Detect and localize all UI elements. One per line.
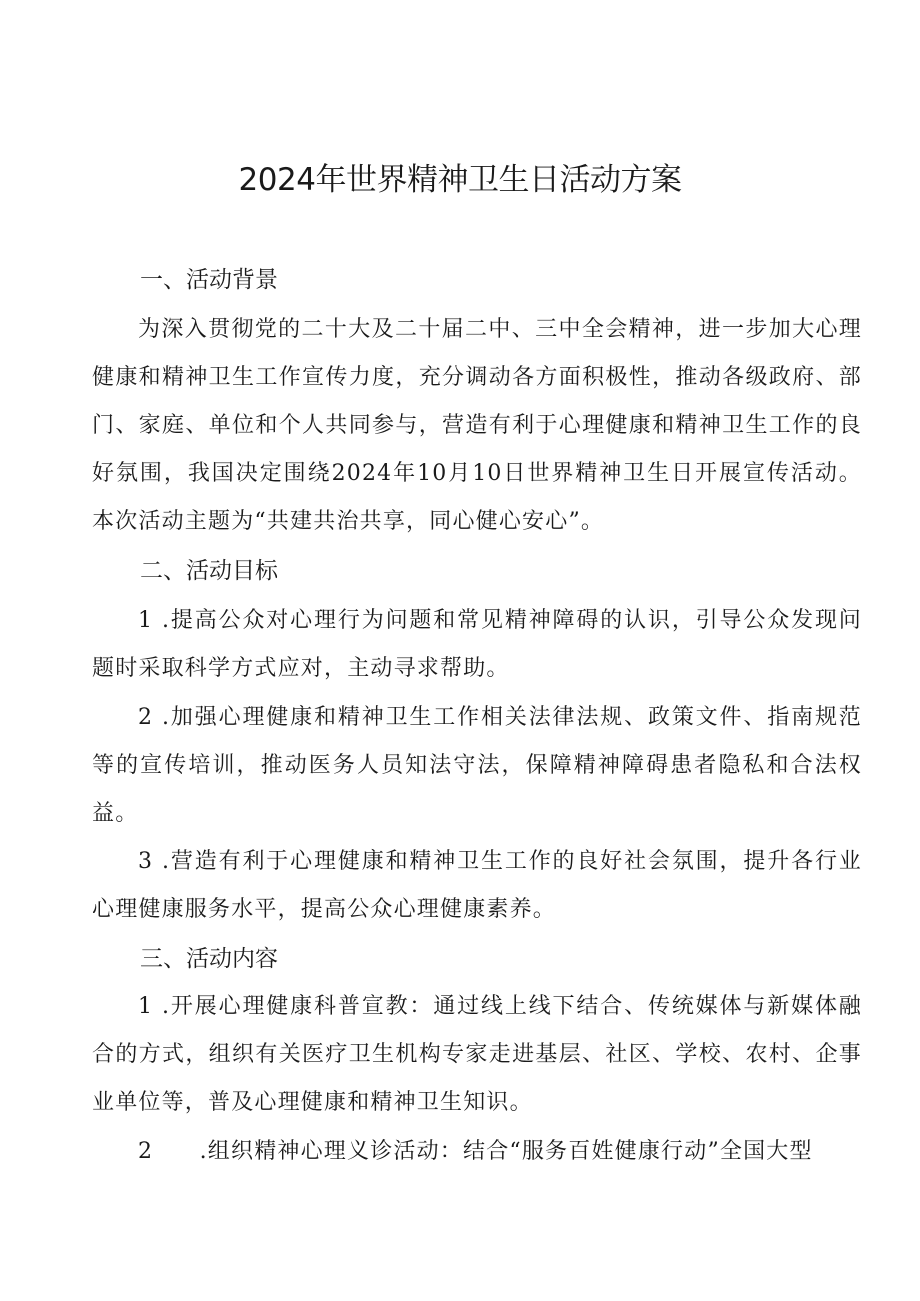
background-paragraph: 为深入贯彻党的二十大及二十届二中、三中全会精神，进一步加大心理健康和精神卫生工作宣传力度，充分调动各方面积极性，推动各级政府、部门、家庭、单位和个人共同参与，营造有利于心理健康和精神卫生工作的良好氛围，我国决定围绕2024年10月10日世界精神卫生日开展宣传活动。本次活动主题为“共建共治共享，同心健心安心”。 xyxy=(92,317,862,534)
goal-item-1: 1 .提高公众对心理行为问题和常见精神障碍的认识，引导公众发现问题时采取科学方式应对，主动寻求帮助。 xyxy=(92,608,862,681)
document-title: 2024年世界精神卫生日活动方案 xyxy=(238,162,682,198)
goal-item-3: 3 .营造有利于心理健康和精神卫生工作的良好社会氛围，提升各行业心理健康服务水平，提高公众心理健康素养。 xyxy=(92,849,862,922)
section-heading-goals: 二、活动目标 xyxy=(140,558,278,584)
section-heading-background: 一、活动背景 xyxy=(140,267,278,293)
content-item-2: 2 .组织精神心理义诊活动：结合“服务百姓健康行动”全国大型 xyxy=(138,1139,813,1164)
goal-item-2: 2 .加强心理健康和精神卫生工作相关法律法规、政策文件、指南规范等的宣传培训，推动医务人员知法守法，保障精神障碍患者隐私和合法权益。 xyxy=(92,705,862,826)
section-heading-content: 三、活动内容 xyxy=(140,946,278,972)
content-item-1: 1 .开展心理健康科普宣教：通过线上线下结合、传统媒体与新媒体融合的方式，组织有关医疗卫生机构专家走进基层、社区、学校、农村、企事业单位等，普及心理健康和精神卫生知识。 xyxy=(92,994,862,1115)
